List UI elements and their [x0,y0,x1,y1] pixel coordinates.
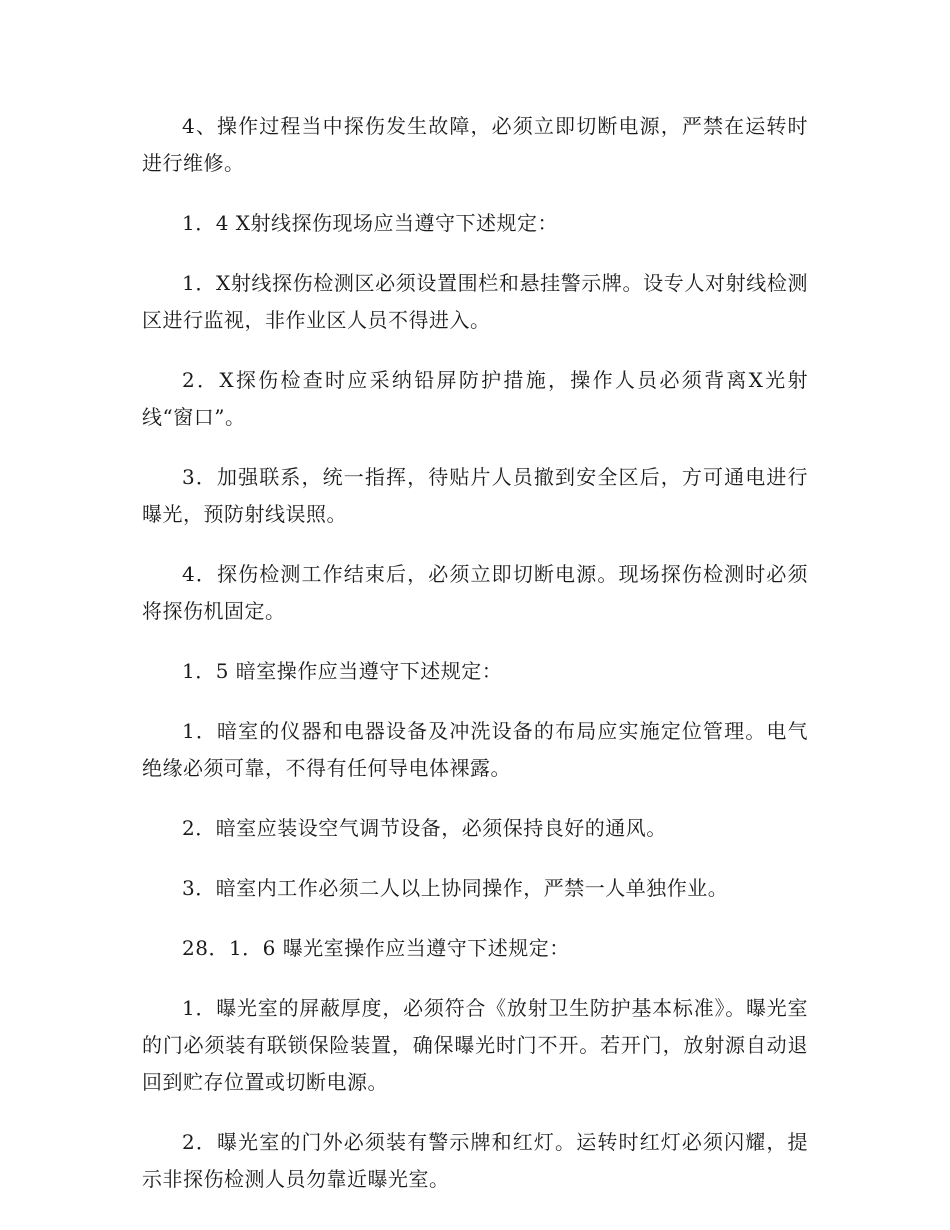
paragraph-darkroom-two-person: 3．暗室内工作必须二人以上协同操作，严禁一人单独作业。 [182,876,729,900]
paragraph-xray-shield: 2．X探伤检查时应采纳铅屏防护措施，操作人员必须背离X光射线“窗口”。 [142,368,808,429]
paragraph-xray-command: 3．加强联系，统一指挥，待贴片人员撤到安全区后，方可通电进行曝光，预防射线误照。 [142,465,808,526]
paragraph-repair-rule: 4、操作过程当中探伤发生故障，必须立即切断电源，严禁在运转时进行维修。 [142,114,808,175]
section-heading-darkroom: 1．5 暗室操作应当遵守下述规定： [182,659,503,683]
paragraph-exposure-warning: 2．曝光室的门外必须装有警示牌和红灯。运转时红灯必须闪耀，提示非探伤检测人员勿靠近曝光室。 [142,1130,808,1191]
section-heading-exposure-room: 28．1．6 曝光室操作应当遵守下述规定： [182,936,570,960]
paragraph-darkroom-layout: 1．暗室的仪器和电器设备及冲洗设备的布局应实施定位管理。电气绝缘必须可靠，不得有任何导电体裸露。 [142,719,808,780]
document-page [142,108,808,1221]
paragraph-xray-fence: 1．X射线探伤检测区必须设置围栏和悬挂警示牌。设专人对射线检测区进行监视，非作业区人员不得进入。 [142,271,808,332]
paragraph-darkroom-ventilation: 2．暗室应装设空气调节设备，必须保持良好的通风。 [182,816,667,840]
paragraph-exposure-shielding: 1．曝光室的屏蔽厚度，必须符合《放射卫生防护基本标准》。曝光室的门必须装有联锁保险装置，确保曝光时门不开。若开门，放射源自动退回到贮存位置或切断电源。 [142,996,808,1094]
paragraph-xray-power-off: 4．探伤检测工作结束后，必须立即切断电源。现场探伤检测时必须将探伤机固定。 [142,562,808,623]
section-heading-xray: 1．4 X射线探伤现场应当遵守下述规定： [182,211,559,235]
